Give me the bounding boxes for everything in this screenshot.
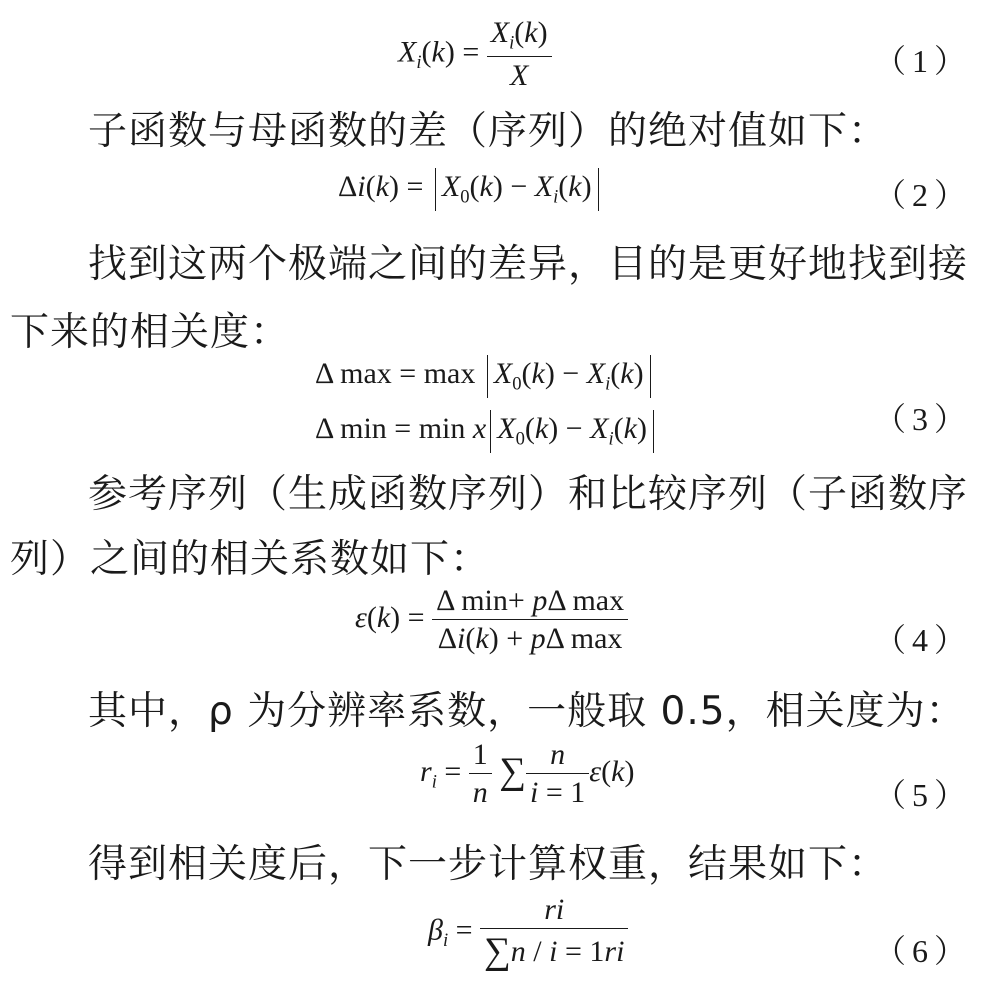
- equation-1: $X_i(k)$ = $\frac{X_i(k)}{X}$: [398, 18, 552, 91]
- equation-5: $r_i$ = $\frac{1}{n}$ ∑ $\frac{n}{i = 1}$ ε(k): [420, 738, 635, 809]
- paragraph-correlation-line1: 参考序列（生成函数序列）和比较序列（子函数序: [88, 472, 969, 517]
- paragraph-absolute-difference: 子函数与母函数的差（序列）的绝对值如下：: [88, 109, 889, 154]
- equation-3-max: Δ $\max = \max X_0(k) - X_i(k)$: [315, 355, 651, 398]
- equation-number-5: （5）: [873, 777, 972, 813]
- paragraph-extremes-line1: 找到这两个极端之间的差异，目的是更好地找到接: [88, 242, 969, 287]
- equation-number-4: （4）: [873, 622, 972, 658]
- equation-4: ε(k) = $\frac{\text{Δ min+ pΔ max}}{\text{Δi(k) + pΔ max}}$: [355, 586, 628, 654]
- equation-number-1: （1）: [873, 43, 972, 79]
- paragraph-weights: 得到相关度后，下一步计算权重，结果如下：: [88, 842, 889, 887]
- equation-3-min: Δ min = min x $X_0(k) - X_i(k)$: [315, 410, 654, 453]
- equation-number-3: （3）: [873, 401, 972, 437]
- equation-2: $\Delta i(k) = X_0(k) - X_i(k)$: [338, 168, 599, 211]
- equation-6: $\beta_i$ = $\frac{ri}{\sum n / i = 1ri}$: [428, 895, 628, 971]
- equation-number-2: （2）: [873, 177, 972, 213]
- paragraph-correlation-line2: 列）之间的相关系数如下：: [10, 537, 491, 582]
- equation-number-6: （6）: [873, 933, 972, 969]
- paragraph-extremes-line2: 下来的相关度：: [10, 310, 291, 355]
- paragraph-resolution-coefficient: 其中，ρ 为分辨率系数，一般取 0.5，相关度为：: [88, 689, 966, 734]
